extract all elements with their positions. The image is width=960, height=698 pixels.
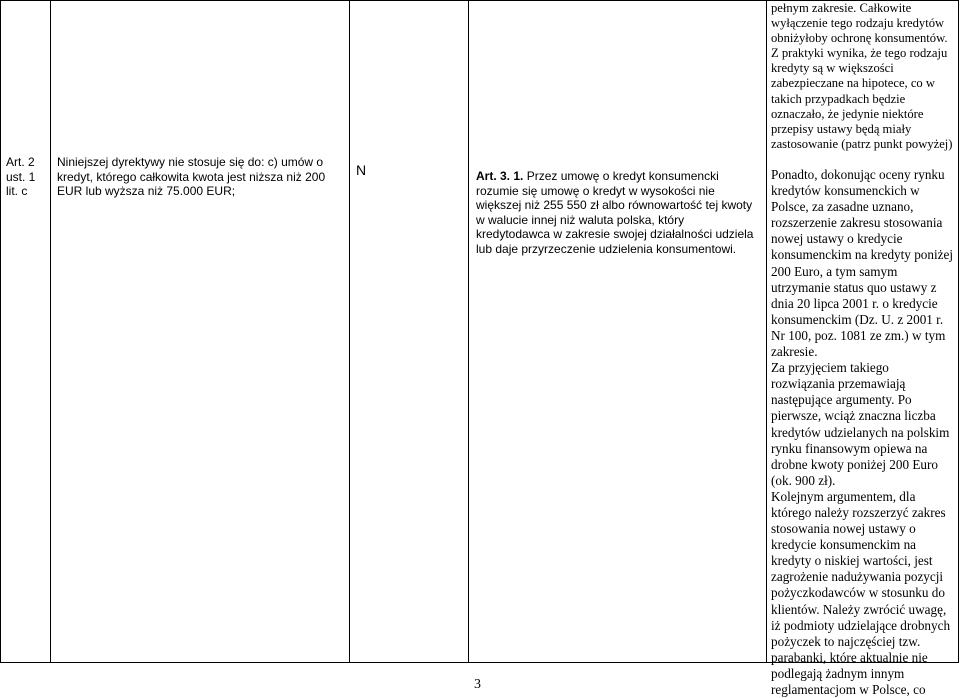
national-provision [476, 169, 761, 256]
justification-paragraph: Kolejnym argumentem, dla którego należy rozszerzyć zakres stosowania nowej ustawy o kredycie konsumenckim na kredyty o niskiej wartości, jest zagrożenie nadużywania pozycji pożyczkodawców w stosunku do klientów. Należy zwrócić uwagę, iż podmioty udzielające drobnych pożyczek to najczęściej tzw. parabanki, które aktualnie nie podlegają żadnym innym reglamentacjom w Polsce, co [771, 488, 951, 697]
table-border-right [958, 0, 959, 663]
justification-top: pełnym zakresie. Całkowite wyłączenie tego rodzaju kredytów obniżyłoby ochronę konsumentów. Z praktyki wynika, że tego rodzaju kredyty są w większości zabezpieczane na hipotece, co w takich przypadkach będzie oznaczało, że jedynie niektóre przepisy ustawy będą miały zastosowanie (patrz punkt powyżej) [771, 1, 953, 151]
article-reference: Art. 2 ust. 1 lit. c [6, 155, 36, 198]
justification-paragraph: Ponadto, dokonując oceny rynku kredytów konsumenckich w Polsce, za zasadne uznano, rozszerzenie zakresu stosowania nowej ustawy o kredycie konsumenckim na kredyty poniżej 200 Euro, a tym samym utrzymanie status quo ustawy z dnia 20 lipca 2001 r. o kredycie konsumenckim (Dz. U. z 2001 r. Nr 100, poz. 1081 ze zm.) w tym zakresie. [771, 167, 954, 360]
column-divider [349, 0, 350, 663]
page-number: 3 [474, 677, 481, 692]
justification-paragraph: Za przyjęciem takiego rozwiązania przemawiają następujące argumenty. Po pierwsze, wciąż znaczna liczba kredytów udzielanych na polskim rynku finansowym opiewa na drobne kwoty poniżej 200 Euro (ok. 900 zł). [771, 360, 950, 488]
table-border-left [0, 0, 1, 663]
column-divider [468, 0, 469, 663]
justification-body [771, 167, 955, 698]
column-divider [50, 0, 51, 663]
provision-label: Art. 3. 1. [476, 169, 524, 183]
directive-text: Niniejszej dyrektywy nie stosuje się do: c) umów o kredyt, którego całkowita kwota jest niższa niż 200 EUR lub wyższa niż 75.000 EUR; [57, 155, 326, 198]
provision-text: Przez umowę o kredyt konsumencki rozumie się umowę o kredyt w wysokości nie większej niż 255 550 zł albo równowartość tej kwoty w walucie innej niż waluta polska, który kredytodawca w zakresie swojej działalności udziela lub daje przyrzeczenie udzielenia konsumentowi. [476, 169, 754, 256]
column-divider [766, 0, 767, 663]
implementation-marker: N [356, 162, 367, 178]
